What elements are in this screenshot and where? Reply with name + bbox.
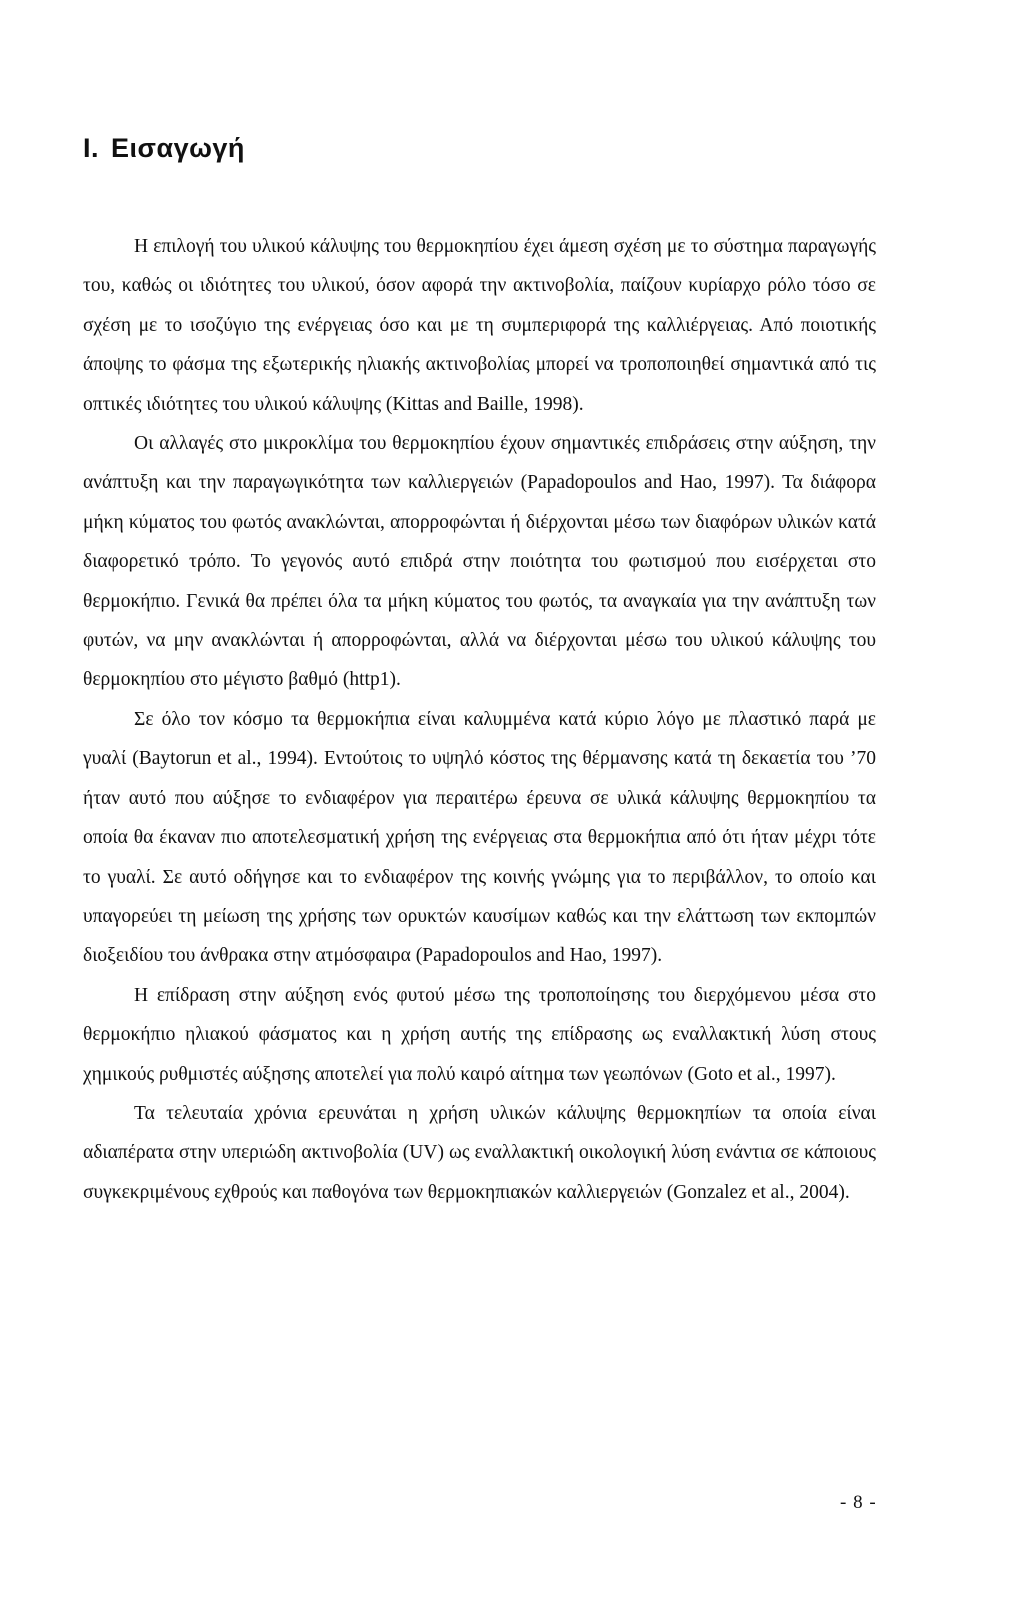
- paragraph: Σε όλο τον κόσμο τα θερμοκήπια είναι καλυμμένα κατά κύριο λόγο με πλαστικό παρά με γυαλί (Baytorun et al., 1994). Εντούτοις το υψηλό κόστος της θέρμανσης κατά τη δεκαετία του ’70 ήταν αυτό που αύξησε το ενδιαφέρον για περαιτέρω έρευνα σε υλικά κάλυψης θερμοκηπίου τα οποία θα έκαναν πιο αποτελεσματική χρήση της ενέργειας στα θερμοκήπια από ότι ήταν μέχρι τότε το γυαλί. Σε αυτό οδήγησε και το ενδιαφέρον της κοινής γνώμης για το περιβάλλον, το οποίο και υπαγορεύει τη μείωση της χρήσης των ορυκτών καυσίμων καθώς και την ελάττωση των εκπομπών διοξειδίου του άνθρακα στην ατμόσφαιρα (Papadopoulos and Hao, 1997).: [83, 708, 876, 967]
- body-text: [83, 227, 876, 1212]
- paragraph: Η επίδραση στην αύξηση ενός φυτού μέσω της τροποποίησης του διερχόμενου μέσα στο θερμοκήπιο ηλιακού φάσματος και η χρήση αυτής της επίδρασης ως εναλλακτική λύση στους χημικούς ρυθμιστές αύξησης αποτελεί για πολύ καιρό αίτημα των γεωπόνων (Goto et al., 1997).: [83, 984, 876, 1085]
- page-number: - 8 -: [840, 1492, 877, 1513]
- paragraph: Η επιλογή του υλικού κάλυψης του θερμοκηπίου έχει άμεση σχέση με το σύστημα παραγωγής του, καθώς οι ιδιότητες του υλικού, όσον αφορά την ακτινοβολία, παίζουν κυρίαρχο ρόλο τόσο σε σχέση με το ισοζύγιο της ενέργειας όσο και με τη συμπεριφορά της καλλιέργειας. Από ποιοτικής άποψης το φάσμα της εξωτερικής ηλιακής ακτινοβολίας μπορεί να τροποποιηθεί σημαντικά από τις οπτικές ιδιότητες του υλικού κάλυψης (Kittas and Baille, 1998).: [83, 236, 876, 415]
- section-heading: [83, 133, 245, 164]
- paragraph: Οι αλλαγές στο μικροκλίμα του θερμοκηπίου έχουν σημαντικές επιδράσεις στην αύξηση, την ανάπτυξη και την παραγωγικότητα των καλλιεργειών (Papadopoulos and Hao, 1997). Τα διάφορα μήκη κύματος του φωτός ανακλώνται, απορροφώνται ή διέρχονται μέσω των διαφόρων υλικών κατά διαφορετικό τρόπο. Το γεγονός αυτό επιδρά στην ποιότητα του φωτισμού που εισέρχεται στο θερμοκήπιο. Γενικά θα πρέπει όλα τα μήκη κύματος του φωτός, τα αναγκαία για την ανάπτυξη των φυτών, να μην ανακλώνται ή απορροφώνται, αλλά να διέρχονται μέσω του υλικού κάλυψης του θερμοκηπίου στο μέγιστο βαθμό (http1).: [83, 433, 876, 691]
- section-title: Εισαγωγή: [111, 133, 245, 163]
- section-number: I.: [83, 133, 100, 163]
- paragraph: Τα τελευταία χρόνια ερευνάται η χρήση υλικών κάλυψης θερμοκηπίων τα οποία είναι αδιαπέρατα στην υπεριώδη ακτινοβολία (UV) ως εναλλακτική οικολογική λύση ενάντια σε κάποιους συγκεκριμένους εχθρούς και παθογόνα των θερμοκηπιακών καλλιεργειών (Gonzalez et al., 2004).: [83, 1102, 876, 1203]
